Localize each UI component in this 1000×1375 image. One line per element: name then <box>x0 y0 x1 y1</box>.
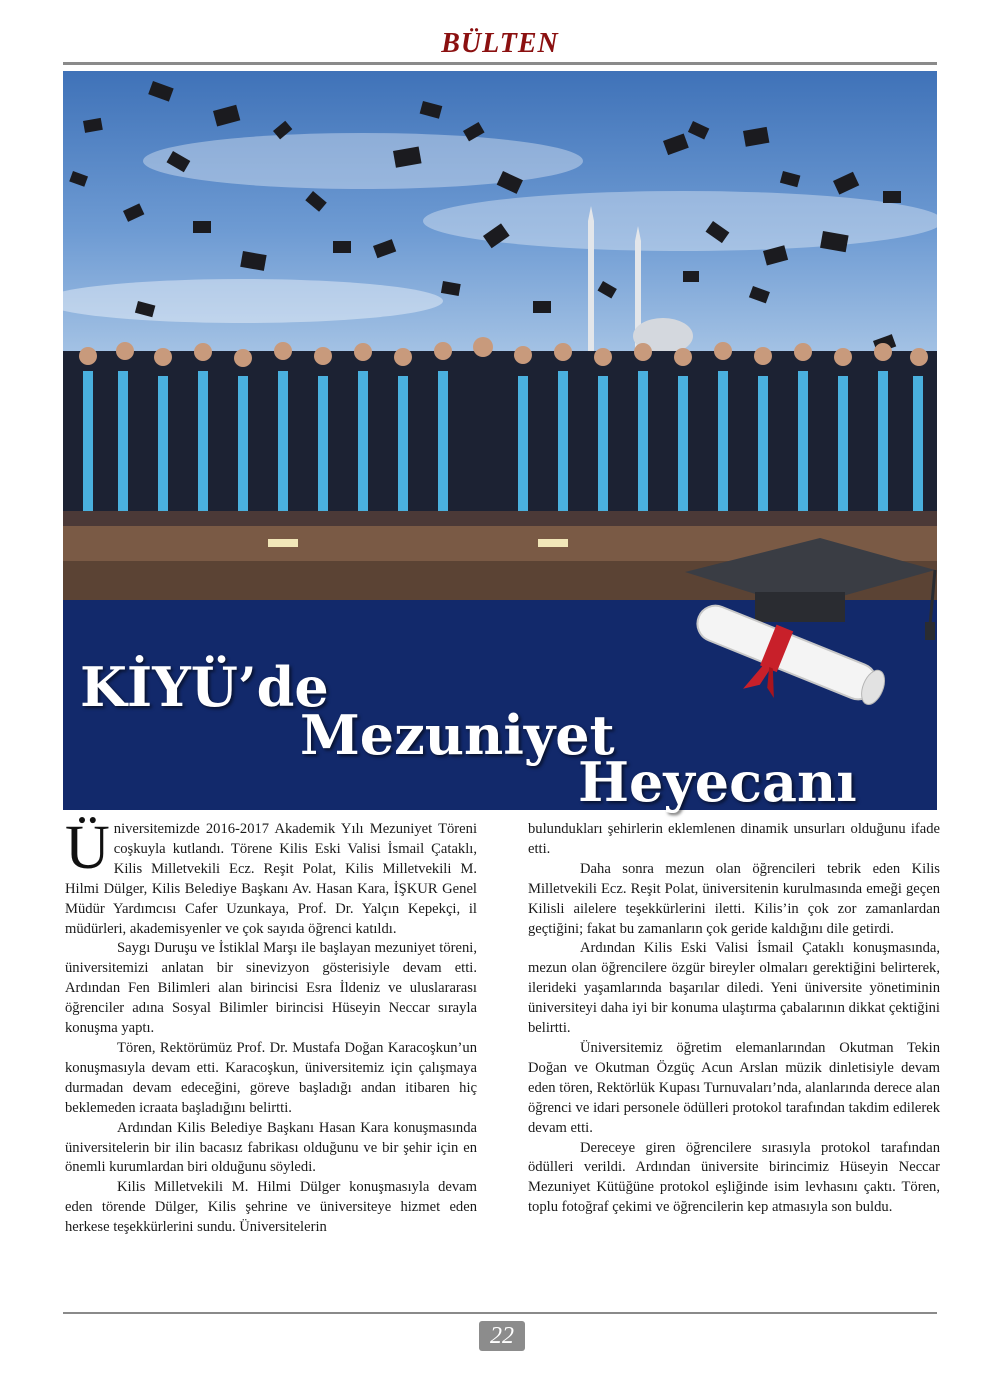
article-column-left <box>65 814 477 1238</box>
article-title-line-2: Mezuniyet <box>300 703 615 767</box>
mortarboard-diploma-icon <box>650 530 950 730</box>
paragraph: Daha sonra mezun olan öğrencileri tebrik eden Kilis Milletvekili Ecz. Reşit Polat, üniversitenin kurulmasında emeği geçen Kilisli ailelere teşekkürlerini iletti. Kilis’in çok zor zamanlardan geçtiğini; fakat bu zamanların çok geride kaldığını dile getirdi. <box>528 860 940 937</box>
paragraph-text: niversitemizde 2016-2017 Akademik Yılı Mezuniyet Töreni coşkuyla kutlandı. Törene Kilis Eski Valisi İsmail Çataklı, Kilis Milletvekili Ecz. Reşit Polat, Kilis Milletvekili M. Hilmi Dülger, Kilis Belediye Başkanı Av. Hasan Kara, İŞKUR Genel Müdür Yardımcısı Cafer Uzunkaya, Prof. Dr. Yalçın Kepekçi, il müdürleri, akademisyenler ve çok sayıda öğrenci katıldı. <box>65 821 477 937</box>
paragraph: Ardından Kilis Eski Valisi İsmail Çataklı konuşmasında, mezun olan öğrencilere özgür bireyler olmaları gerektiğini belirterek, ilerideki yaşamlarında başarılar diledi. Yeni üniversite yönetiminin üniversiteyi daha iyi bir konuma ulaştırma çabalarının dikkat çektiğini belirtti. <box>528 940 940 1037</box>
paragraph: Üniversitemiz öğretim elemanlarından Okutman Tekin Doğan ve Okutman Özgüç Acun Arslan müzik dinletisiyle devam eden tören, Rektörlük Kupası Turnuvaları’nda, alanlarında derece alan öğrenci ve idari personele ödülleri protokol tarafından takdim edilerek devam etti. <box>528 1039 940 1136</box>
drop-cap: Ü <box>65 814 110 882</box>
article-title-line-1: KİYÜ’de <box>80 655 329 719</box>
paragraph: Saygı Duruşu ve İstiklal Marşı ile başlayan mezuniyet töreni, üniversitemizi anlatan bir sinevizyon gösterisiyle devam etti. Ardından Fen Bilimleri alan birincisi Esra İldeniz ve uluslararası öğrenciler adına Sosyal Bilimler birincisi Hüseyin Neccar sırayla konuşma yaptı. <box>65 940 477 1037</box>
paragraph: bulundukları şehirlerin eklemlenen dinamik unsurları olduğunu ifade etti. <box>528 821 940 857</box>
footer-divider <box>63 1312 937 1314</box>
graduation-photo <box>63 71 937 606</box>
paragraph: Ardından Kilis Belediye Başkanı Hasan Kara konuşmasında üniversitelerin bir ilin bacasız fabrikası olduğunu ve bir şehir için en önemli kurumlardan biri olduğunu söyledi. <box>65 1119 477 1176</box>
article-column-right <box>528 820 940 1218</box>
paragraph <box>65 814 477 939</box>
article-title-line-3: Heyecanı <box>578 750 857 814</box>
paragraph: Kilis Milletvekili M. Hilmi Dülger konuşmasıyla devam eden törende Dülger, Kilis şehrine ve üniversiteye hizmet eden herkese teşekkürlerini sundu. Üniversitelerin <box>65 1179 477 1236</box>
page-number: 22 <box>479 1321 525 1351</box>
header-divider <box>63 62 937 65</box>
graduation-photo-illustration <box>63 71 937 606</box>
paragraph: Dereceye giren öğrencilere sırasıyla protokol tarafından ödülleri verildi. Ardından üniversite birincimiz Hüseyin Neccar Mezuniyet Kütüğüne protokol eşliğinde isim levhasını çaktı. Tören, toplu fotoğraf çekimi ve öğrencilerin kep atmasıyla son buldu. <box>528 1139 940 1216</box>
bulletin-title: BÜLTEN <box>441 28 559 59</box>
paragraph: Tören, Rektörümüz Prof. Dr. Mustafa Doğan Karacoşkun’un konuşmasıyla devam etti. Karacoşkun, üniversitemiz için çalışmaya durmadan devam edeceğini, göreve başladığı andan itibaren hiç beklemeden icraata başladığını belirtti. <box>65 1039 477 1116</box>
